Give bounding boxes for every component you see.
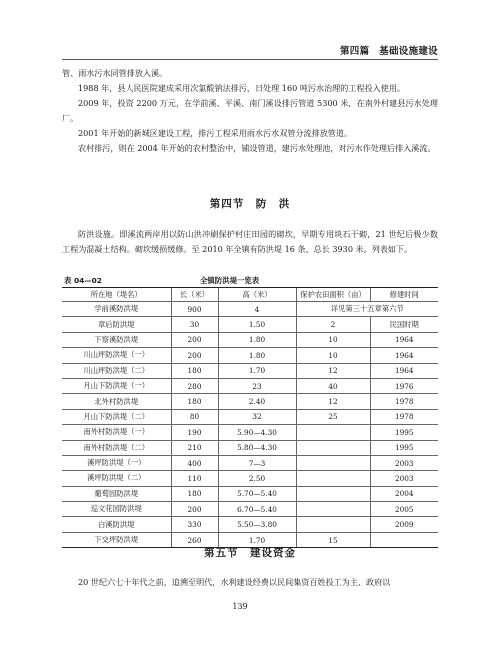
paragraph: 2001 年开始的新城区建设工程，排污工程采用雨水污水双管分流排放管道。 [78, 128, 353, 138]
table-header-row [62, 288, 438, 302]
running-title: 第四篇 基础设施建设 [339, 46, 438, 57]
cell-name: 川山坪防洪堤（二） [62, 363, 171, 378]
cell-length: 400 [171, 455, 218, 470]
table-row [62, 378, 438, 393]
cell-area [296, 455, 370, 470]
cell-name: 下察溪防洪堤 [62, 332, 171, 347]
section-4-body [62, 227, 438, 257]
cell-area [296, 471, 370, 486]
cell-area: 2 [296, 317, 370, 332]
table-row [62, 502, 438, 517]
cell-area [296, 502, 370, 517]
cell-year: 2005 [370, 502, 438, 517]
table-row [62, 363, 438, 378]
column-header: 高（米） [218, 288, 296, 302]
levee-table [62, 287, 438, 548]
section-5-body [62, 575, 438, 590]
cell-name: 下交坪防洪堤 [62, 532, 171, 547]
cell-year: 1964 [370, 348, 438, 363]
cell-year: 1978 [370, 394, 438, 409]
cell-area: 25 [296, 409, 370, 424]
cell-year: 2009 [370, 517, 438, 532]
cell-area [296, 486, 370, 501]
cell-length: 260 [171, 532, 218, 547]
cell-area: 12 [296, 394, 370, 409]
cell-year: 2003 [370, 455, 438, 470]
column-header: 保护农田面积（亩） [296, 288, 370, 302]
table-row [62, 471, 438, 486]
cell-length: 200 [171, 502, 218, 517]
cell-length: 200 [171, 348, 218, 363]
section-4-title: 第四节 防 洪 [209, 198, 291, 210]
cell-length: 280 [171, 378, 218, 393]
cell-height: 4 [218, 302, 296, 317]
cell-name: 南外村防洪堤（一） [62, 425, 171, 440]
cell-area [296, 440, 370, 455]
cell-year: 1995 [370, 440, 438, 455]
header-rule [62, 59, 438, 60]
cell-year: 2004 [370, 486, 438, 501]
page-number: 139 [232, 602, 248, 611]
cell-name: 溪坪防洪堤（一） [62, 455, 171, 470]
cell-height: 5.50—3.80 [218, 517, 296, 532]
cell-height: 5.80—4.30 [218, 440, 296, 455]
cell-height: 32 [218, 409, 296, 424]
paragraph: 管、雨水污水同管排放入溪。 [62, 68, 168, 78]
cell-length: 210 [171, 440, 218, 455]
cell-area [296, 425, 370, 440]
cell-name: 北外村防洪堤 [62, 394, 171, 409]
cell-height: 5.90—4.30 [218, 425, 296, 440]
cell-name: 南外村防洪堤（二） [62, 440, 171, 455]
cell-name: 溪坪防洪堤（二） [62, 471, 171, 486]
table-row [62, 332, 438, 347]
section-5-title: 第五节 建设资金 [204, 547, 296, 559]
cell-height: 1.70 [218, 363, 296, 378]
cell-length: 80 [171, 409, 218, 424]
column-header: 修建时间 [370, 288, 438, 302]
cell-name: 月山下防洪堤（二） [62, 409, 171, 424]
cell-length: 30 [171, 317, 218, 332]
cell-name: 学前溪防洪堤 [62, 302, 171, 317]
table-row [62, 440, 438, 455]
cell-length: 190 [171, 425, 218, 440]
cell-note: 详见第三十五章第六节 [296, 302, 438, 317]
cell-area: 40 [296, 378, 370, 393]
paragraph: 2009 年，投资 2200 万元，在学前溪、平溪、南门溪设排污管道 5300 米，在南外村建县污水处理厂。 [62, 98, 438, 123]
cell-area: 12 [296, 363, 370, 378]
cell-year: 2003 [370, 471, 438, 486]
table-row [62, 486, 438, 501]
cell-area: 10 [296, 332, 370, 347]
column-header: 长（米） [171, 288, 218, 302]
cell-height: 1.50 [218, 317, 296, 332]
cell-length: 900 [171, 302, 218, 317]
cell-name: 白溪防洪堤 [62, 517, 171, 532]
paragraph: 20 世纪六七十年代之前，追溯至明代，水利建设经费以民间集资百姓投工为主、政府以 [78, 577, 391, 587]
cell-height: 1.80 [218, 332, 296, 347]
running-header [62, 40, 438, 57]
top-paragraphs [62, 66, 438, 156]
table-number: 表 04—02 [64, 276, 102, 285]
paragraph: 1988 年，县人民医院建成采用次氯酸钠法排污，日处理 160 吨污水治理的工程投入使用。 [78, 83, 406, 93]
cell-name: 川山坪防洪堤（一） [62, 348, 171, 363]
cell-area [296, 517, 370, 532]
cell-height: 1.70 [218, 532, 296, 547]
cell-name: 月山下防洪堤（一） [62, 378, 171, 393]
cell-year: 1964 [370, 363, 438, 378]
cell-year: 1976 [370, 378, 438, 393]
cell-length: 110 [171, 471, 218, 486]
table-title: 全镇防洪堤一览表 [200, 276, 260, 285]
table-row [62, 394, 438, 409]
table-row [62, 302, 438, 317]
paragraph: 防洪设施。即溪流两岸用以防山洪冲刷保护村庄田园的砌坎，早期专用块石干砌，21 世纪后极少数工程为混凝土结构。砌坎缓损缓修。至 2010 年全镇有防洪堤 16 条、总长 3930 米。列表如下。 [62, 229, 438, 254]
cell-area: 15 [296, 532, 370, 547]
cell-year: 民国时期 [370, 317, 438, 332]
table-row [62, 409, 438, 424]
cell-area: 10 [296, 348, 370, 363]
cell-height: 6.70—5.40 [218, 502, 296, 517]
cell-length: 180 [171, 486, 218, 501]
table-row [62, 517, 438, 532]
table-row [62, 455, 438, 470]
cell-height: 1.80 [218, 348, 296, 363]
paragraph: 农村排污，则在 2004 年开始的农村整治中，铺设管道，建污水处理池，对污水作处理后排入溪流。 [78, 143, 436, 153]
cell-height: 2.50 [218, 471, 296, 486]
cell-year: 1978 [370, 409, 438, 424]
cell-height: 2.40 [218, 394, 296, 409]
cell-name: 巡文花园防洪堤 [62, 502, 171, 517]
column-header: 所在地（堤名） [62, 288, 171, 302]
cell-name: 章后防洪堤 [62, 317, 171, 332]
table-row [62, 348, 438, 363]
cell-length: 200 [171, 332, 218, 347]
cell-length: 180 [171, 363, 218, 378]
cell-length: 180 [171, 394, 218, 409]
cell-name: 葡萄园防洪堤 [62, 486, 171, 501]
cell-height: 7—3 [218, 455, 296, 470]
cell-year: 1964 [370, 332, 438, 347]
table-row [62, 317, 438, 332]
cell-length: 330 [171, 517, 218, 532]
cell-height: 23 [218, 378, 296, 393]
cell-year: 1995 [370, 425, 438, 440]
table-row [62, 425, 438, 440]
cell-height: 5.70—5.40 [218, 486, 296, 501]
